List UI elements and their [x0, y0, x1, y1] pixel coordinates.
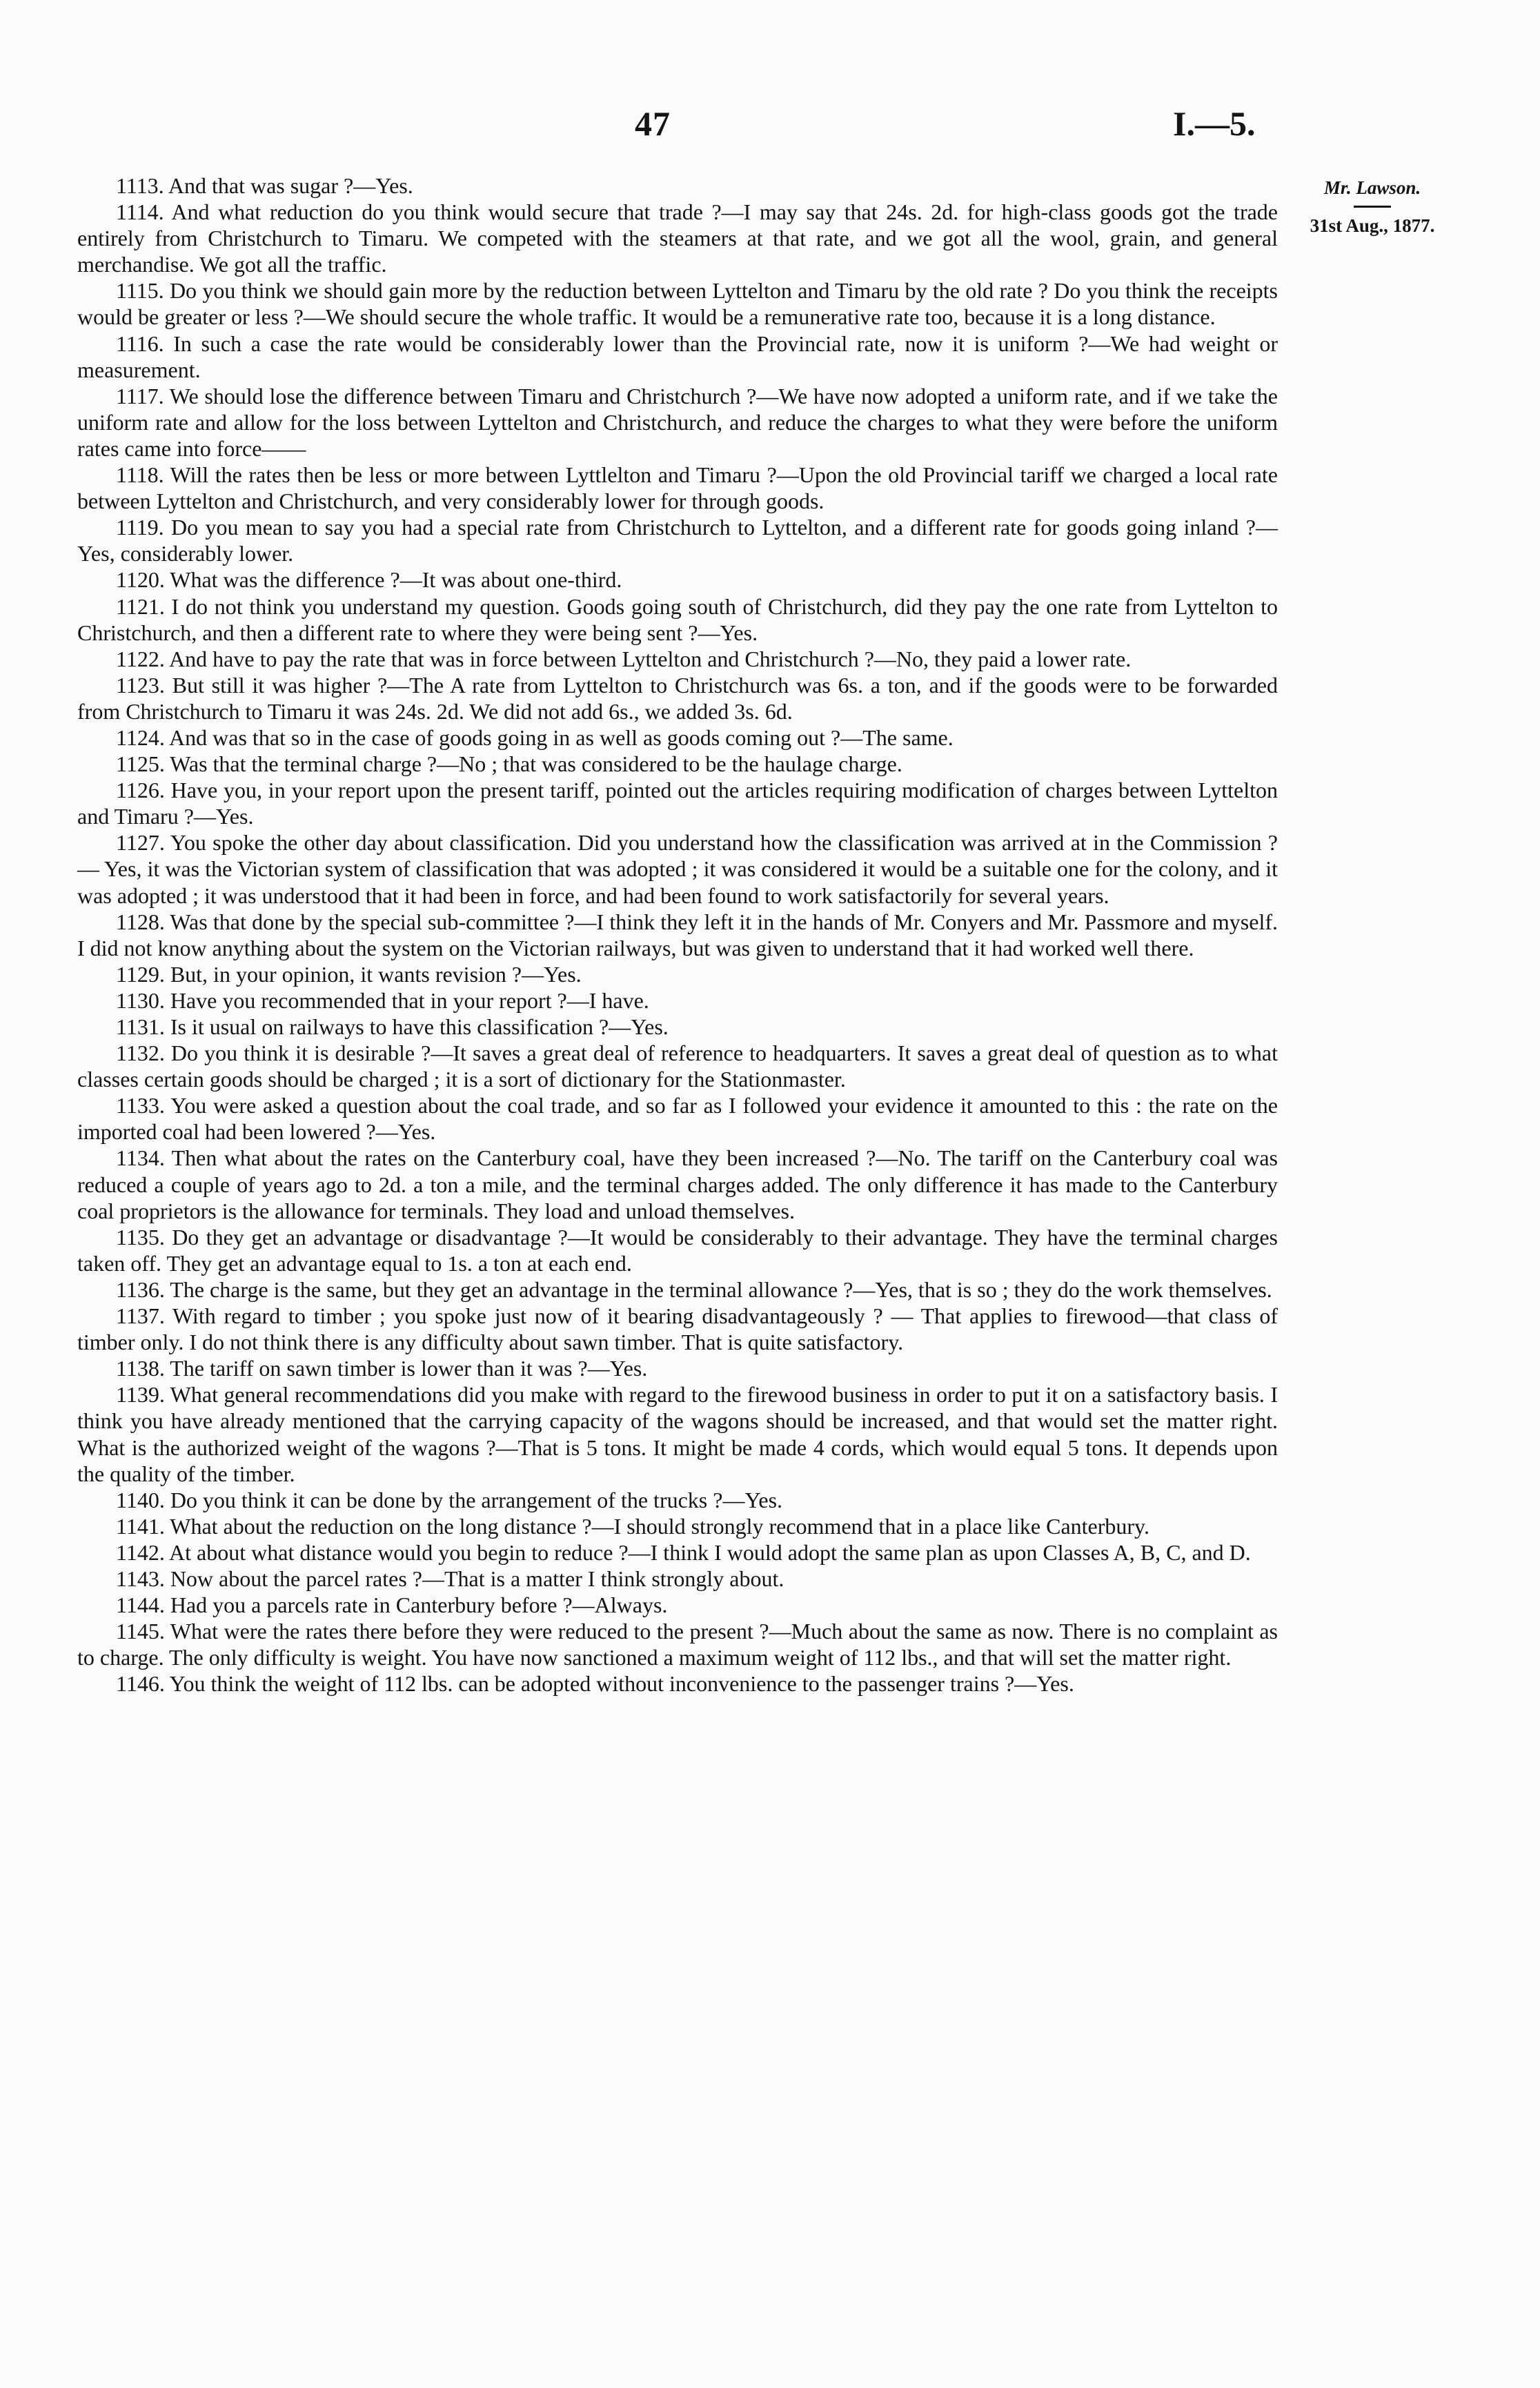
question-paragraph: 1139. What general recommendations did you make with regard to the firewood business in order to put it on a satisfactory basis. I think you have already mentioned that the carrying capacity of the wagons should be increased, and that would set the matter right. What is the authorized weight of the wagons ?—That is 5 tons. It might be made 4 cords, which would equal 5 tons. It depends upon the quality of the timber. — [77, 1382, 1278, 1486]
question-paragraph: 1132. Do you think it is desirable ?—It saves a great deal of reference to headquarters. It saves a great deal of question as to what classes certain goods should be charged ; it is a sort of dictionary for the Stationmaster. — [77, 1040, 1278, 1092]
question-paragraph: 1143. Now about the parcel rates ?—That is a matter I think strongly about. — [116, 1566, 784, 1591]
question-paragraph: 1137. With regard to timber ; you spoke just now of it bearing disadvantageously ? — That applies to firewood—that class of timber only. I do not think there is any difficulty about sawn timber. That is quite satisfactory. — [77, 1303, 1278, 1355]
question-paragraph: 1144. Had you a parcels rate in Canterbury before ?—Always. — [116, 1592, 668, 1618]
question-paragraph: 1140. Do you think it can be done by the arrangement of the trucks ?—Yes. — [116, 1487, 783, 1512]
question-paragraph: 1135. Do they get an advantage or disadvantage ?—It would be considerably to their advantage. They have the terminal charges taken off. They get an advantage equal to 1s. a ton at each end. — [77, 1224, 1278, 1276]
margin-rule — [1354, 206, 1391, 208]
question-paragraph: 1121. I do not think you understand my question. Goods going south of Christchurch, did they pay the one rate from Lyttelton to Christchurch, and then a different rate to where they were being sent ?—Yes. — [77, 593, 1278, 645]
parliamentary-paper-reference: I.—5. — [1173, 104, 1256, 143]
question-paragraph: 1120. What was the difference ?—It was about one-third. — [116, 567, 622, 593]
question-paragraph: 1142. At about what distance would you begin to reduce ?—I think I would adopt the same plan as upon Classes A, B, C, and D. — [116, 1539, 1251, 1565]
question-paragraph: 1116. In such a case the rate would be considerably lower than the Provincial rate, now it is uniform ?—We had weight or measurement. — [77, 330, 1278, 382]
question-paragraph: 1141. What about the reduction on the long distance ?—I should strongly recommend that in a place like Canterbury. — [116, 1513, 1149, 1539]
page-number: 47 — [635, 104, 671, 143]
question-paragraph: 1134. Then what about the rates on the Canterbury coal, have they been increased ?—No. The tariff on the Canterbury coal was reduced a couple of years ago to 2d. a ton a mile, and the terminal charges added. The only difference it has made to the Canterbury coal proprietors is the allowance for terminals. They load and unload themselves. — [77, 1145, 1278, 1223]
question-paragraph: 1133. You were asked a question about the coal trade, and so far as I followed your evidence it amounted to this : the rate on the imported coal had been lowered ?—Yes. — [77, 1093, 1278, 1145]
question-paragraph: 1145. What were the rates there before they were reduced to the present ?—Much about the same as now. There is no complaint as to charge. The only difficulty is weight. You have now sanctioned a maximum weight of 112 lbs., and that will set the matter right. — [77, 1619, 1278, 1670]
question-paragraph: 1125. Was that the terminal charge ?—No ; that was considered to be the haulage charge. — [116, 751, 902, 777]
question-paragraph: 1115. Do you think we should gain more by the reduction between Lyttelton and Timaru by the old rate ? Do you think the receipts would be greater or less ?—We should secure the whole traffic. It would be a remunerative rate too, because it is a long distance. — [77, 278, 1278, 330]
question-paragraph: 1119. Do you mean to say you had a special rate from Christchurch to Lyttelton, and a different rate for goods going inland ?—Yes, considerably lower. — [77, 515, 1278, 566]
question-paragraph: 1126. Have you, in your report upon the present tariff, pointed out the articles requiring modification of charges between Lyttelton and Timaru ?—Yes. — [77, 778, 1278, 829]
question-paragraph: 1136. The charge is the same, but they get an advantage in the terminal allowance ?—Yes, that is so ; they do the work themselves. — [116, 1276, 1272, 1302]
question-paragraph: 1127. You spoke the other day about classification. Did you understand how the classification was arrived at in the Commission ? — Yes, it was the Victorian system of classification that was adopted ; it was considered it would be a suitable one for the colony, and it was adopted ; it was understood that it had been in force, and had been found to work satisfactorily for several years. — [77, 830, 1278, 908]
question-paragraph: 1114. And what reduction do you think would secure that trade ?—I may say that 24s. 2d. for high-class goods got the trade entirely from Christchurch to Timaru. We competed with the steamers at that rate, and we got all the wool, grain, and general merchandise. We got all the traffic. — [77, 199, 1278, 277]
question-paragraph: 1113. And that was sugar ?—Yes. — [116, 173, 413, 198]
evidence-date: 31st Aug., 1877. — [1310, 215, 1435, 236]
question-paragraph: 1128. Was that done by the special sub-committee ?—I think they left it in the hands of Mr. Conyers and Mr. Passmore and myself. I did not know anything about the system on the Victorian railways, but was given to understand that it had worked well there. — [77, 909, 1278, 960]
margin-note — [1293, 175, 1452, 238]
question-paragraph: 1124. And was that so in the case of goods going in as well as goods coming out ?—The same. — [116, 724, 954, 750]
page-header — [0, 103, 1540, 145]
witness-name: Mr. Lawson. — [1323, 177, 1421, 198]
question-paragraph: 1118. Will the rates then be less or more between Lyttlelton and Timaru ?—Upon the old Provincial tariff we charged a local rate between Lyttelton and Christchurch, and very considerably lower for through goods. — [77, 462, 1278, 514]
question-paragraph: 1123. But still it was higher ?—The A rate from Lyttelton to Christchurch was 6s. a ton, and if the goods were to be forwarded from Christchurch to Timaru it was 24s. 2d. We did not add 6s., we added 3s. 6d. — [77, 672, 1278, 724]
question-paragraph: 1146. You think the weight of 112 lbs. can be adopted without inconvenience to the passenger trains ?—Yes. — [116, 1671, 1074, 1697]
question-paragraph: 1138. The tariff on sawn timber is lower than it was ?—Yes. — [116, 1356, 648, 1381]
question-paragraph: 1129. But, in your opinion, it wants revision ?—Yes. — [116, 961, 582, 987]
question-paragraph: 1131. Is it usual on railways to have this classification ?—Yes. — [116, 1014, 669, 1039]
evidence-transcript — [77, 172, 1278, 1697]
question-paragraph: 1122. And have to pay the rate that was in force between Lyttelton and Christchurch ?—No, they paid a lower rate. — [116, 646, 1132, 671]
question-paragraph: 1130. Have you recommended that in your report ?—I have. — [116, 987, 649, 1013]
question-paragraph: 1117. We should lose the difference between Timaru and Christchurch ?—We have now adopted a uniform rate, and if we take the uniform rate and allow for the loss between Lyttelton and Christchurch, and reduce the charges to what they were before the uniform rates came into force—— — [77, 383, 1278, 461]
